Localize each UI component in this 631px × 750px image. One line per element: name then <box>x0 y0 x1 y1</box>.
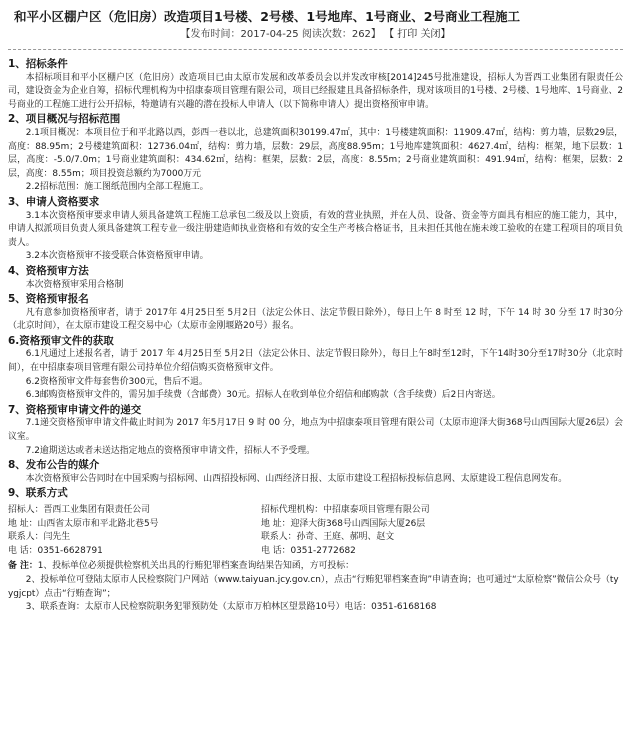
section-paragraph: 7.1递交资格预审申请文件截止时间为 2017 年5月17日 9 时 00 分，地点为中招康泰项目管理有限公司（太原市迎泽大街368号山西国际大厦26层）会议室。 <box>8 418 623 443</box>
print-link[interactable]: 【 打印 <box>384 29 418 40</box>
publish-time: 2017-04-25 <box>240 29 299 40</box>
publish-label: 【发布时间： <box>180 29 241 40</box>
close-link[interactable]: 关闭】 <box>420 29 451 40</box>
note-label: 备 注： <box>8 561 38 572</box>
page-title: 和平小区棚户区（危旧房）改造项目1号楼、2号楼、1号地库、1号商业、2号商业工程施工 <box>14 9 520 24</box>
section-1 <box>8 58 623 112</box>
section-heading: 7、资格预审申请文件的递交 <box>8 403 142 416</box>
section-paragraph: 3.2本次资格预审不接受联合体资格预审申请。 <box>25 251 209 262</box>
views-label: 阅读次数： <box>301 29 352 40</box>
contact-grid <box>8 504 623 558</box>
views-count: 262 <box>351 29 371 40</box>
tenderer-phone: 电 话：0351-6628791 <box>8 545 103 556</box>
section-paragraph: 7.2逾期送达或者未送达指定地点的资格预审申请文件，招标人不予受理。 <box>25 445 316 456</box>
divider <box>8 49 623 50</box>
section-paragraph: 凡有意参加资格预审者，请于 2017年 4月25日至 5月2日（法定公休日、法定节假日除外），每日上午 8 时至 12 时，下午 14 时 30 分至 17 时30分（北京时间），在太原市建设工程交易中心（太原市金刚堰路20号）报名。 <box>8 307 623 332</box>
section-heading: 3、申请人资格要求 <box>8 195 100 208</box>
section-paragraph: 6.1凡通过上述报名者，请于 2017 年 4月25日至 5月2日（法定公休日、法定节假日除外），每日上午8时至12时，下午14时30分至17时30分（北京时间），在中招康泰项目管理有限公司持单位介绍信购买资格预审文件。 <box>8 349 623 374</box>
section-paragraph: 本次资格预审公告同时在中国采购与招标网、山西招投标网、山西经济日报、太原市建设工程招标投标信息网、太原建设工程信息网发布。 <box>25 473 568 484</box>
agency-name: 招标代理机构：中招康泰项目管理有限公司 <box>261 505 430 515</box>
section-6 <box>8 335 623 403</box>
meta-bracket: 】 <box>370 29 381 40</box>
tenderer-address: 地 址：山西省太原市和平北路北巷5号 <box>8 518 159 529</box>
section-paragraph: 6.3邮购资格预审文件的，需另加手续费（含邮费）30元。招标人在收到单位介绍信和邮购款（含手续费）后2日内寄送。 <box>25 390 501 401</box>
section-heading: 4、资格预审方法 <box>8 264 89 277</box>
section-paragraph: 2.1项目概况：本项目位于和平北路以西，彭西一巷以北，总建筑面积30199.47㎡，其中：1号楼建筑面积：11909.47㎡，结构：剪力墙，层数29层，高度：88.95m；2号楼建筑面积：12736.04㎡，结构：剪力墙，层数：29层，高度88.95m；1号地库建筑面积：4627.4㎡，结构：框架，地下层数：1层，高度：-5.0/7.0m；1号商业建筑面积：434.62㎡，结构：框架，层数：2层，高度：8.55m；2号商业建筑面积：491.94㎡，结构：框架，层数：2层，高度：8.55m；项目投资总额约为7000万元 <box>8 127 623 179</box>
section-paragraph: 本次资格预审采用合格制 <box>25 279 124 290</box>
section-paragraph: 6.2资格预审文件每套售价300元，售后不退。 <box>25 376 208 387</box>
notes-block <box>8 560 623 614</box>
agency-address: 地 址：迎泽大街368号山西国际大厦26层 <box>261 518 426 529</box>
section-3 <box>8 196 623 264</box>
tenderer-contact: 联系人：闫先生 <box>8 532 71 543</box>
section-heading: 2、项目概况与招标范围 <box>8 113 121 126</box>
publish-meta <box>8 28 623 42</box>
section-5 <box>8 293 623 334</box>
section-8 <box>8 459 623 486</box>
agency-phone: 电 话：0351-2772682 <box>261 545 356 556</box>
note-text-1: 1、投标单位必须提供检察机关出具的行贿犯罪档案查询结果告知函，方可投标： <box>37 561 354 572</box>
section-heading: 6.资格预审文件的获取 <box>8 334 114 347</box>
section-9 <box>8 487 623 558</box>
agency-contact: 联系人：孙奇、王庭、郝明、赵文 <box>261 532 395 543</box>
tenderer-name: 招标人：晋西工业集团有限责任公司 <box>8 505 150 515</box>
section-2 <box>8 113 623 195</box>
note-line-2: 2、投标单位可登陆太原市人民检察院门户网站（www.taiyuan.jcy.gov.cn），点击“行贿犯罪档案查询”申请查询；也可通过“太原检察”微信公众号（tyygjcpt）点击“行贿查询”； <box>8 574 619 599</box>
note-line-1 <box>8 560 623 574</box>
section-7 <box>8 404 623 458</box>
section-4 <box>8 265 623 292</box>
note-line-3: 3、联系查询：太原市人民检察院职务犯罪预防处（太原市万柏林区望景路10号）电话：0351-6168168 <box>25 602 437 613</box>
section-paragraph: 本招标项目和平小区棚户区（危旧房）改造项目已由太原市发展和改革委员会以并发改审核[2014]245号批准建设，招标人为晋西工业集团有限责任公司，建设资金为企业自筹，招标代理机构为中招康泰项目管理有限公司，项目已经报建且具备招标条件，现对该项目的1号楼、2号楼、1号地库、1号商业、2号商业的工程施工进行公开招标，特邀请有兴趣的潜在投标人申请人（以下简称申请人）提出资格预审申请。 <box>8 72 623 110</box>
section-paragraph: 2.2招标范围：施工图纸范围内全部工程施工。 <box>25 182 209 193</box>
section-paragraph: 3.1本次资格预审要求申请人须具备建筑工程施工总承包二级及以上资质，有效的营业执照，并在人员、设备、资金等方面具有相应的施工能力，其中，申请人拟派项目负责人须具备建筑工程专业一级注册建造师执业资格和有效的安全生产考核合格证书，且未担任其他在施未竣工验收的在建工程项目的项目负责人。 <box>8 210 623 248</box>
section-heading: 1、招标条件 <box>8 58 68 70</box>
section-heading: 8、发布公告的媒介 <box>8 459 100 472</box>
section-heading: 9、联系方式 <box>8 487 68 500</box>
section-heading: 5、资格预审报名 <box>8 293 89 306</box>
